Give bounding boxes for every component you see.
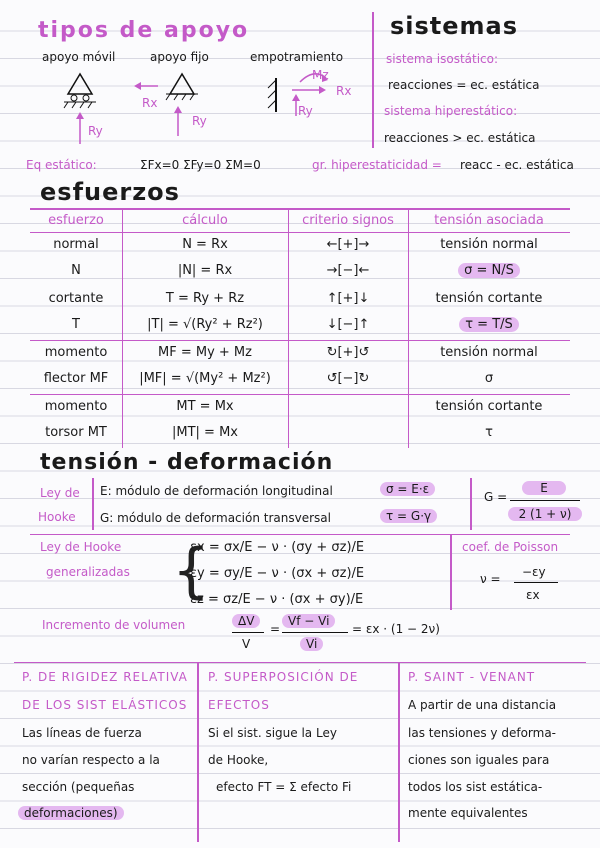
rigidez-line-1: Las líneas de fuerza <box>22 726 142 740</box>
volumen-bar-2 <box>282 632 348 633</box>
header-calculo: cálculo <box>182 213 228 228</box>
row-calculo: T = Ry + Rz <box>165 291 245 306</box>
apoyo-title: tipos de apoyo <box>38 18 250 43</box>
row-esfuerzo: normal <box>53 237 99 252</box>
apoyo-movil-label: apoyo móvil <box>42 50 116 64</box>
g-denominator: 2 (1 + ν) <box>508 507 582 521</box>
saint-line-3: ciones son iguales para <box>408 753 550 767</box>
hooke-gen-label-1: Ley de Hooke <box>40 540 122 554</box>
row-criterio: ↻[+]↺ <box>326 345 370 360</box>
superposicion-title-2: EFECTOS <box>208 698 270 712</box>
saint-line-1: A partir de una distancia <box>408 698 557 712</box>
equilibrio-eqs: ΣFx=0 ΣFy=0 ΣM=0 <box>140 158 261 172</box>
row-criterio: →[−]← <box>326 263 370 278</box>
isostatico-formula: reacciones = ec. estática <box>388 78 540 92</box>
g-divider <box>470 478 472 530</box>
principios-divider-2 <box>398 662 400 842</box>
row-calculo: N = Rx <box>182 237 228 252</box>
row-esfuerzo: momento <box>44 345 108 360</box>
poisson-num: −εy <box>522 565 546 579</box>
row-esfuerzo: momento <box>44 399 108 414</box>
superposicion-line-2: de Hooke, <box>208 753 269 767</box>
equilibrio-label: Eq estático: <box>26 158 97 172</box>
esfuerzos-header-rule <box>30 232 570 233</box>
row-tension-highlight: τ = T/S <box>459 317 519 332</box>
row-calculo: |MT| = Mx <box>172 425 238 440</box>
principios-divider-1 <box>197 662 199 842</box>
gr-hiper-label: gr. hiperestaticidad = <box>312 158 442 172</box>
rigidez-title-2: DE LOS SIST ELÁSTICOS <box>22 698 188 712</box>
row-tension-highlight: σ = N/S <box>458 263 520 278</box>
poisson-label: coef. de Poisson <box>462 540 559 554</box>
volumen-dv: ΔV <box>232 614 260 628</box>
superposicion-title-1: P. SUPERPOSICIÓN DE <box>208 670 359 684</box>
row-criterio: ↺[−]↻ <box>326 371 370 386</box>
rx-label-fijo: Rx <box>142 96 158 110</box>
volumen-v: V <box>242 637 251 651</box>
tension-def-title: tensión - deformación <box>40 450 334 475</box>
hooke-label-1: Ley de <box>40 486 80 500</box>
epsilon-y: εy = σy/E − ν · (σx + σz)/E <box>190 566 365 581</box>
sistemas-title: sistemas <box>390 12 519 40</box>
poisson-lhs: ν = <box>480 572 501 586</box>
header-criterio: criterio signos <box>302 213 394 228</box>
row-esfuerzo: cortante <box>48 291 104 306</box>
row-calculo: MF = My + Mz <box>158 345 252 360</box>
ry-label-emp: Ry <box>298 104 313 118</box>
volumen-bar-1 <box>232 632 264 633</box>
e-formula: σ = E·ε <box>380 482 435 496</box>
row-divider-torsor <box>30 394 570 395</box>
row-tension: tensión cortante <box>435 291 543 306</box>
hooke-rule <box>30 534 570 535</box>
mz-label: Mz <box>312 68 329 82</box>
row-criterio: ↓[−]↑ <box>326 317 370 332</box>
hooke-gen-brace: { <box>172 536 211 606</box>
rx-label-emp: Rx <box>336 84 352 98</box>
volumen-label: Incremento de volumen <box>42 618 186 632</box>
saint-line-4: todos los sist estática- <box>408 780 543 794</box>
epsilon-z: εz = σz/E − ν · (σx + σy)/E <box>190 592 364 607</box>
volumen-result: = εx · (1 − 2ν) <box>352 622 440 636</box>
volumen-den: Vi <box>300 637 323 651</box>
row-esfuerzo: flector MF <box>43 371 109 386</box>
rigidez-line-2: no varían respecto a la <box>22 753 160 767</box>
row-divider-momento <box>30 340 570 341</box>
row-tension <box>408 263 570 278</box>
g-formula: τ = G·γ <box>380 509 437 523</box>
apoyo-fijo-label: apoyo fijo <box>150 50 209 64</box>
row-calculo: |N| = Rx <box>177 263 233 278</box>
principios-top-rule <box>14 662 586 663</box>
empotramiento-label: empotramiento <box>250 50 344 64</box>
divider-sistemas <box>372 12 374 148</box>
gr-hiper-formula: reacc - ec. estática <box>460 158 574 172</box>
row-tension: tensión cortante <box>435 399 543 414</box>
isostatico-label: sistema isostático: <box>386 52 499 66</box>
rigidez-line-3: sección (pequeñas <box>22 780 135 794</box>
saint-venant-title: P. SAINT - VENANT <box>408 670 536 684</box>
row-calculo: |T| = √(Ry² + Rz²) <box>147 317 263 332</box>
hooke-label-2: Hooke <box>38 510 76 524</box>
volumen-eq: = <box>270 622 281 636</box>
saint-line-2: las tensiones y deforma- <box>408 726 557 740</box>
volumen-num: Vf − Vi <box>282 614 335 628</box>
poisson-fraction-bar <box>514 582 558 583</box>
hiperestatico-formula: reacciones > ec. estática <box>384 131 536 145</box>
g-definition: G: módulo de deformación transversal <box>100 511 331 525</box>
ry-label-movil: Ry <box>88 124 103 138</box>
hooke-gen-label-2: generalizadas <box>46 565 130 579</box>
row-esfuerzo: N <box>71 263 81 278</box>
rigidez-line-4: deformaciones) <box>18 806 124 820</box>
hooke-brace <box>92 478 94 530</box>
row-calculo: |MF| = √(My² + Mz²) <box>139 371 271 386</box>
esfuerzos-title: esfuerzos <box>40 178 180 206</box>
header-esfuerzo: esfuerzo <box>48 213 104 228</box>
ry-label-fijo: Ry <box>192 114 207 128</box>
row-esfuerzo: T <box>72 317 80 332</box>
row-tension: tensión normal <box>440 237 538 252</box>
row-tension: τ <box>485 425 493 440</box>
g-numerator: E <box>522 481 566 495</box>
epsilon-x: εx = σx/E − ν · (σy + σz)/E <box>190 540 365 555</box>
esfuerzos-top-rule <box>30 208 570 210</box>
row-tension: σ <box>484 371 494 386</box>
superposicion-line-1: Si el sist. sigue la Ley <box>208 726 337 740</box>
header-tension: tensión asociada <box>434 213 544 228</box>
e-definition: E: módulo de deformación longitudinal <box>100 484 333 498</box>
poisson-divider <box>450 534 452 610</box>
row-tension <box>408 317 570 332</box>
row-esfuerzo: torsor MT <box>45 425 107 440</box>
g-fraction-bar <box>510 500 580 501</box>
g-eq: G = <box>484 490 508 504</box>
superposicion-line-3: efecto FT = Σ efecto Fi <box>216 780 352 794</box>
rigidez-title-1: P. DE RIGIDEZ RELATIVA <box>22 670 188 684</box>
poisson-den: εx <box>526 588 540 602</box>
saint-line-5: mente equivalentes <box>408 806 528 820</box>
row-calculo: MT = Mx <box>176 399 234 414</box>
row-tension: tensión normal <box>440 345 538 360</box>
row-criterio: ←[+]→ <box>326 237 370 252</box>
hiperestatico-label: sistema hiperestático: <box>384 104 518 118</box>
row-criterio: ↑[+]↓ <box>326 291 370 306</box>
